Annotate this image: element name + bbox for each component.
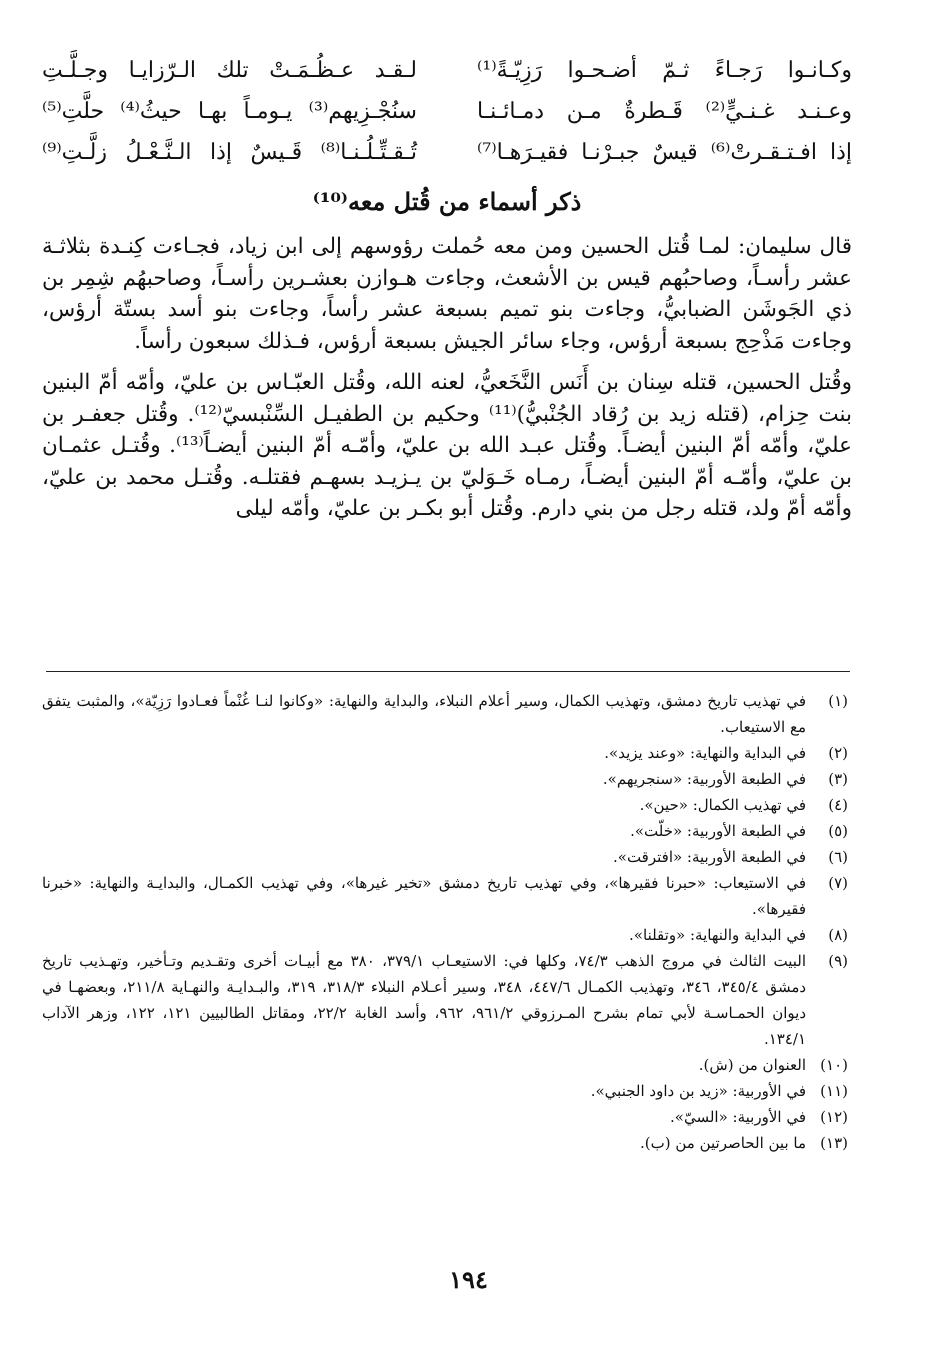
footnote-text: في الاستيعاب: «حبرنا فقيرها»، وفي تهذيب تاريخ دمشق «تخير غيرها»، وفي تهذيب الكمـال، والبدايـة والنهاية: «خبرنا فقيرها».: [42, 874, 806, 918]
footnote-divider: [46, 671, 850, 672]
page-body: [42, 50, 852, 525]
footnote-number: (١٣): [820, 1134, 848, 1152]
footnotes: [42, 688, 852, 1156]
footnote-text: في الطبعة الأوربية: «افترقت».: [613, 848, 806, 866]
poem-verses: [42, 50, 852, 173]
footnote: [42, 740, 852, 766]
section-title: ذكر أسماء من قُتل معه⁽¹⁰⁾: [312, 187, 582, 216]
footnote-number: (٨): [828, 926, 848, 944]
footnote: [42, 1052, 852, 1078]
footnote: [42, 922, 852, 948]
footnote-text: البيت الثالث في مروج الذهب ٧٤/٣، وكلها في: الاستيعـاب ٣٧٩/١، ٣٨٠ مع أبيـات أخرى وتقـديم وتـأخير، وتهـذيب تاريخ دمشق ٣٤٥/٤، ٣٤٦، وتهذيب الكمـال ٤٤٧/٦، ٣٤٨، وسير أعـلام النبلاء ٣١٨/٣، ٣١٩، والبـدايـة والنهـاية ٢١١/٨، وبعضهـا في ديوان الحمـاسـة لأبي تمام بشرح المـرزوقي ٩٦١/٢، ٩٦٢، وأسد الغابة ٢٢/٢، ومقاتل الطالبيين ١٢١، ١٢٢، وزهر الآداب ١٣٤/١.: [42, 952, 807, 1048]
verse-first-hemistich: إذا افـتـقـرتْ⁽⁶⁾ قيسٌ جبـرْنـا فقيـرَهـا⁽⁷⁾: [477, 140, 853, 165]
footnote-text: في تهذيب تاريخ دمشق، وتهذيب الكمال، وسير أعلام النبلاء، والبداية والنهاية: «وكانوا لنـا غُنْماً فعـادوا رَزِيّة»، والمثبت يتفق مع الاستيعاب.: [42, 692, 806, 736]
footnote-number: (٧): [828, 874, 848, 892]
footnote-number: (٤): [828, 796, 848, 814]
footnote: [42, 818, 852, 844]
footnote: [42, 844, 852, 870]
footnote-text: في الطبعة الأوربية: «خلّت».: [630, 822, 806, 840]
verse-second-hemistich: تُـقـتِّـلُـنـا⁽⁸⁾ قَـيسٌ إذا الـنَّـعْـلُ زلَّـتِ⁽⁹⁾: [42, 140, 417, 165]
footnote: [42, 870, 852, 922]
footnote-number: (٢): [828, 744, 848, 762]
footnote-number: (١٠): [820, 1056, 848, 1074]
footnote-number: (١): [828, 692, 848, 710]
footnote-text: في البداية والنهاية: «وعند يزيد».: [604, 744, 806, 762]
footnote-text: العنوان من (ش).: [698, 1056, 806, 1074]
verse-line: [42, 91, 852, 132]
verse-second-hemistich: سنُجْـزِيهم⁽³⁾ يـومـاً بهـا حيثُ⁽⁴⁾ حلَّتِ⁽⁵⁾: [42, 99, 417, 124]
footnote-number: (١٢): [820, 1108, 848, 1126]
verse-first-hemistich: وكـانـوا رَجـاءً ثـمّ أضـحـوا رَزِيّـةً⁽¹⁾: [477, 58, 852, 83]
footnote-text: في الأوربية: «السيّ».: [670, 1108, 806, 1126]
footnote-number: (٣): [828, 770, 848, 788]
body-paragraph: وقُتل الحسين، قتله سِنان بن أَنَس النَّخَعيُّ، لعنه الله، وقُتل العبّـاس بن عليّ، وأمّه أمّ البنين بنت حِزام، (قتله زيد بن رُقاد الجُنْبيُّ)⁽¹¹⁾ وحكيم بن الطفيـل السِّنْبسيّ⁽¹²⁾. وقُتل جعفـر بن عليّ، وأمّه أمّ البنين أيضـاً. وقُتل عبـد الله بن عليّ، وأمّـه أمّ البنين أيضـاً⁽¹³⁾. وقُتـل عثمـان بن عليّ، وأمّـه أمّ البنين أيضـاً، رمـاه خَـوَليّ بن يـزيـد بسهـم فقتلـه. وقُتـل محمد بن عليّ، وأمّه أمّ ولد، قتله رجل من بني دارم. وقُتل أبو بكـر بن عليّ، وأمّه ليلى: [42, 370, 852, 521]
footnote-text: في تهذيب الكمال: «حين».: [639, 796, 806, 814]
verse-second-hemistich: لـقـد عـظُـمَـتْ تلك الـرّزايـا وجـلَّـتِ: [42, 58, 417, 83]
verse-line: [42, 50, 852, 91]
footnote-number: (٥): [828, 822, 848, 840]
footnote: [42, 1078, 852, 1104]
verse-first-hemistich: وعـنـد غـنـيٍّ⁽²⁾ قَـطرةٌ مـن دمـائـنـا: [477, 99, 852, 124]
footnote: [42, 766, 852, 792]
footnote-text: في الأوربية: «زيد بن داود الجنبي».: [590, 1082, 806, 1100]
page-number: ١٩٤: [449, 1265, 488, 1294]
footnote: [42, 948, 852, 1052]
footnote-text: ما بين الحاصرتين من (ب).: [640, 1134, 806, 1152]
footnote-text: في الطبعة الأوربية: «سنجريهم».: [602, 770, 806, 788]
footnote: [42, 1130, 852, 1156]
footnote-number: (٦): [828, 848, 848, 866]
footnote: [42, 688, 852, 740]
body-paragraph: قال سليمان: لمـا قُتل الحسين ومن معه حُملت رؤوسهم إلى ابن زياد، فجـاءت كِنـدة بثلاثـة عشر رأسـاً، وصاحبُهم قيس بن الأشعث، وجاءت هـوازن بعشـرين رأسـاً، وصاحبهُم شِمِر بن ذي الجَوشَن الضبابيُّ، وجاءت بنو تميم بسبعة عشر رأساً، وجاءت بنو أسد بستّة أرؤس، وجاءت مَذْحِج بسبعة أرؤس، وجاء سائر الجيش بسبعة أرؤس، فـذلك سبعون رأساً.: [42, 234, 852, 354]
footnote-text: في البداية والنهاية: «وتقلنا».: [629, 926, 806, 944]
footnote-number: (١١): [820, 1082, 848, 1100]
verse-line: [42, 132, 852, 173]
footnote: [42, 1104, 852, 1130]
footnote: [42, 792, 852, 818]
footnote-number: (٩): [828, 952, 848, 970]
